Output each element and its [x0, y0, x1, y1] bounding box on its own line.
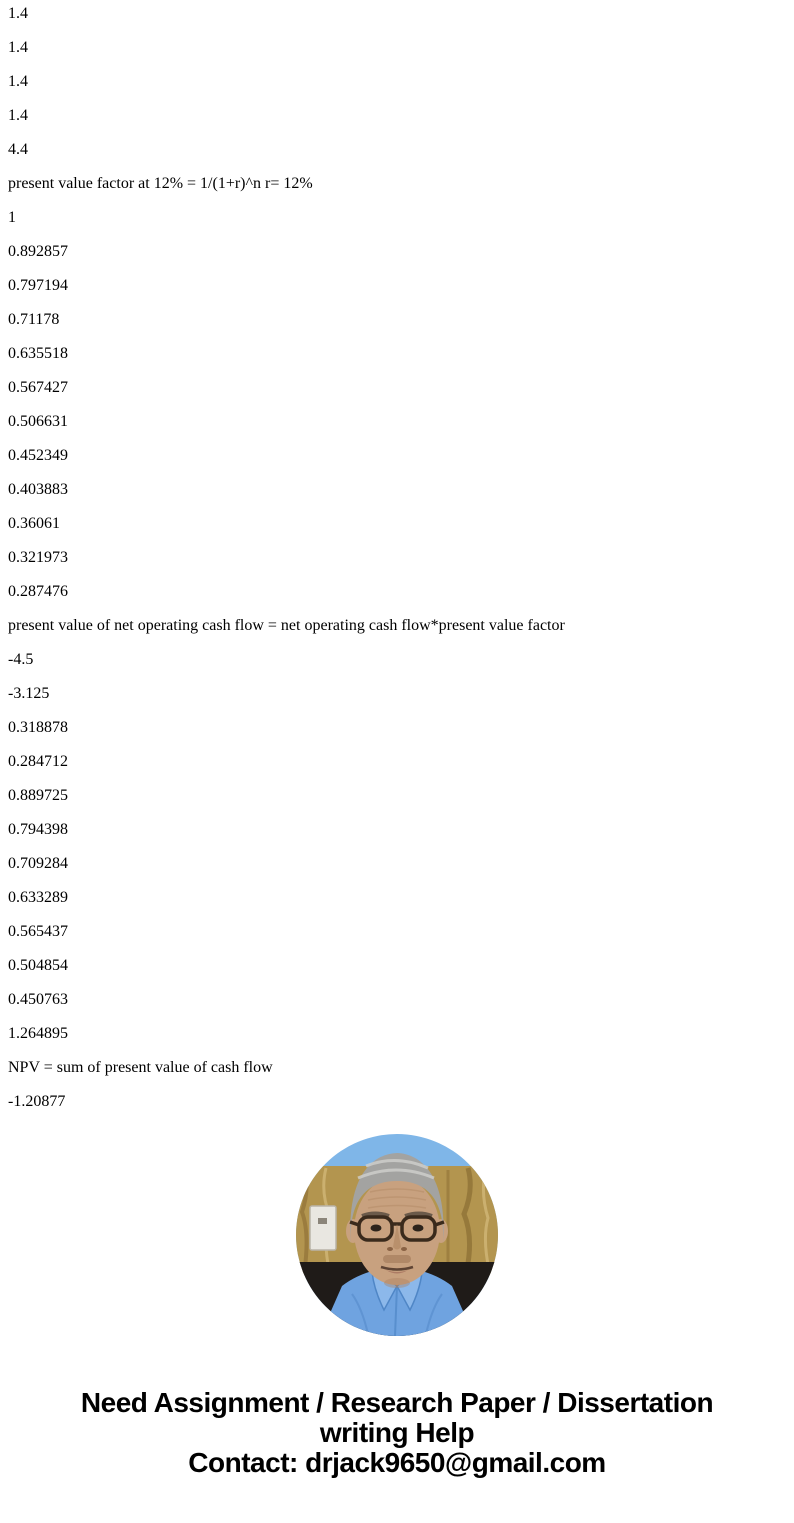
document-line: 0.635518 [8, 345, 68, 362]
document-line: 0.709284 [8, 855, 68, 872]
footer-heading-line2: writing Help [319, 1417, 475, 1448]
footer-heading [0, 1388, 794, 1448]
document-line: 0.403883 [8, 481, 68, 498]
footer [0, 1388, 794, 1478]
document-line: 4.4 [8, 141, 28, 158]
document-line: 0.504854 [8, 957, 68, 974]
document-line: 0.892857 [8, 243, 68, 260]
avatar [296, 1134, 498, 1336]
document-line: -4.5 [8, 651, 34, 668]
document-line: 0.633289 [8, 889, 68, 906]
document-line: 0.565437 [8, 923, 68, 940]
document-line: 1.4 [8, 39, 28, 56]
document-line: 1.264895 [8, 1025, 68, 1042]
document-line: 1.4 [8, 107, 28, 124]
switch-panel [310, 1206, 336, 1250]
document-line: 0.452349 [8, 447, 68, 464]
document-line: 0.794398 [8, 821, 68, 838]
footer-heading-line1: Need Assignment / Research Paper / Dissertation [80, 1387, 714, 1418]
document-line: -3.125 [8, 685, 50, 702]
footer-contact: Contact: drjack9650@gmail.com [188, 1447, 606, 1478]
document-line: 0.797194 [8, 277, 68, 294]
document-line: 0.321973 [8, 549, 68, 566]
document-line: NPV = sum of present value of cash flow [8, 1059, 273, 1076]
document-line: -1.20877 [8, 1093, 66, 1110]
document-line: present value of net operating cash flow = net operating cash flow*present value factor [8, 617, 565, 634]
document-line: 1 [8, 209, 16, 226]
avatar-image [296, 1134, 498, 1336]
document-line: 0.567427 [8, 379, 68, 396]
document-line: 0.71178 [8, 311, 60, 328]
document-line: 0.318878 [8, 719, 68, 736]
document-line: 0.284712 [8, 753, 68, 770]
document-line: 0.287476 [8, 583, 68, 600]
document-line: 1.4 [8, 5, 28, 22]
document-line: 0.889725 [8, 787, 68, 804]
document-line: 0.450763 [8, 991, 68, 1008]
document-line: 0.36061 [8, 515, 60, 532]
document-line: 1.4 [8, 73, 28, 90]
document-line: 0.506631 [8, 413, 68, 430]
document-line: present value factor at 12% = 1/(1+r)^n r= 12% [8, 175, 313, 192]
